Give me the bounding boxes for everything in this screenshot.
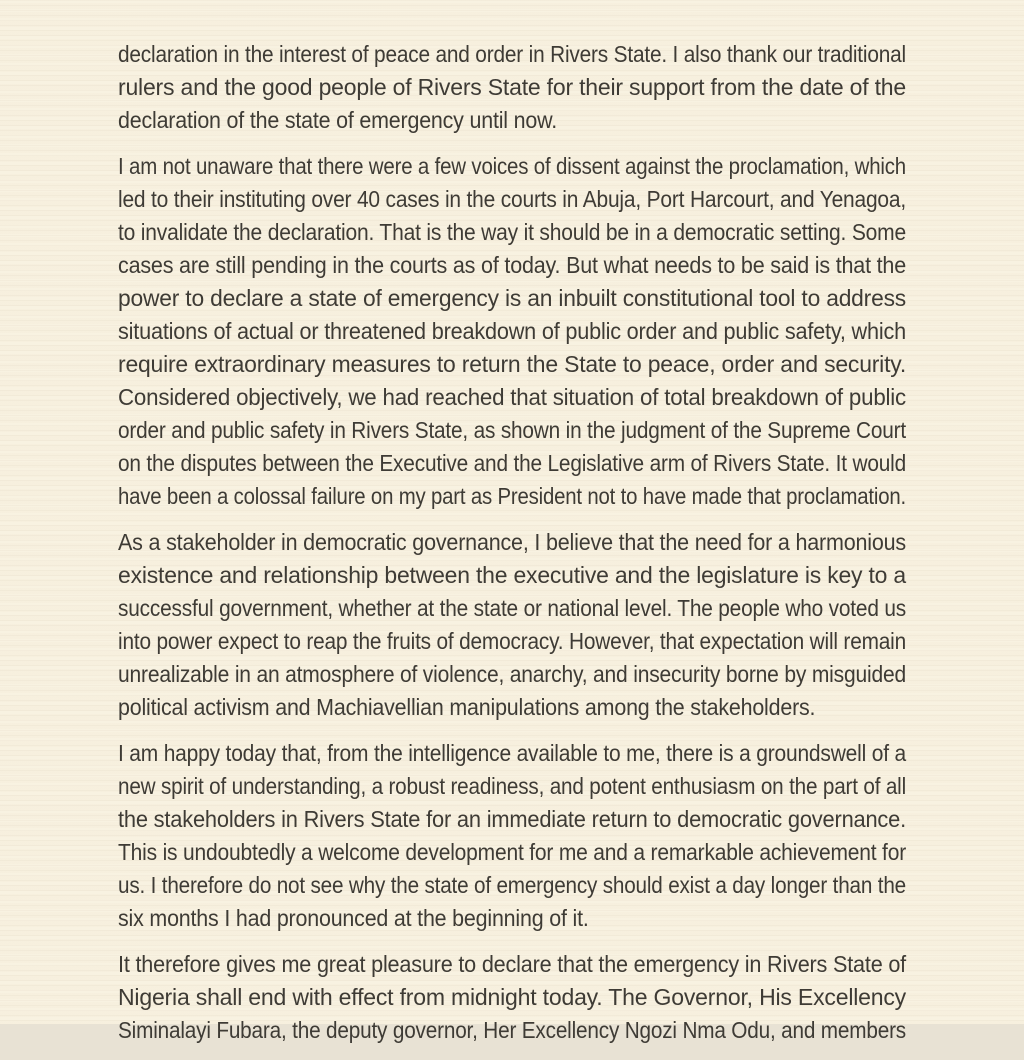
text-line-content: It therefore gives me great pleasure to declare that the emergency in Rivers State of (118, 951, 906, 977)
text-line (118, 315, 906, 348)
text-line (118, 803, 906, 836)
text-line (118, 770, 906, 803)
text-line (118, 183, 906, 216)
text-line (118, 38, 906, 71)
text-line-content: order and public safety in Rivers State, as shown in the judgment of the Supreme Court (118, 417, 906, 443)
text-line-content: existence and relationship between the executive and the legislature is key to a (118, 562, 906, 588)
paragraph-2 (118, 150, 906, 513)
text-line-content: situations of actual or threatened breakdown of public order and public safety, which (118, 318, 906, 344)
text-line-content: Nigeria shall end with effect from midnight today. The Governor, His Excellency (118, 984, 906, 1010)
text-line (118, 658, 906, 691)
text-line-content: unrealizable in an atmosphere of violence, anarchy, and insecurity borne by misguided (118, 661, 906, 687)
text-line-content: led to their instituting over 40 cases in the courts in Abuja, Port Harcourt, and Yenagoa, (118, 186, 906, 212)
text-line (118, 625, 906, 658)
paragraph-4 (118, 737, 906, 935)
text-line (118, 480, 906, 513)
text-line-content: cases are still pending in the courts as of today. But what needs to be said is that the (118, 252, 906, 278)
text-line (118, 381, 906, 414)
text-line (118, 447, 906, 480)
text-line-content: declaration of the state of emergency until now. (118, 107, 557, 133)
text-line-content: have been a colossal failure on my part as President not to have made that proclamation. (118, 483, 906, 509)
text-line-content: new spirit of understanding, a robust readiness, and potent enthusiasm on the part of all (118, 773, 906, 799)
paragraph-5 (118, 948, 906, 1047)
text-line-content: us. I therefore do not see why the state of emergency should exist a day longer than the (118, 872, 906, 898)
text-line (118, 869, 906, 902)
text-line-content: declaration in the interest of peace and order in Rivers State. I also thank our traditional (118, 41, 906, 67)
text-line-content: This is undoubtedly a welcome development for me and a remarkable achievement for (118, 839, 906, 865)
text-line (118, 348, 906, 381)
text-line-content: on the disputes between the Executive and the Legislative arm of Rivers State. It would (118, 450, 906, 476)
text-line-content: require extraordinary measures to return the State to peace, order and security. (118, 351, 906, 377)
text-line-content: As a stakeholder in democratic governance, I believe that the need for a harmonious (118, 529, 906, 555)
text-line (118, 104, 906, 137)
text-line-content: rulers and the good people of Rivers State for their support from the date of the (118, 74, 906, 100)
text-line (118, 592, 906, 625)
text-line (118, 71, 906, 104)
text-line (118, 414, 906, 447)
text-line (118, 948, 906, 981)
text-line-content: power to declare a state of emergency is an inbuilt constitutional tool to address (118, 285, 906, 311)
text-line-content: into power expect to reap the fruits of democracy. However, that expectation will remain (118, 628, 906, 654)
text-line (118, 691, 906, 724)
text-line-content: the stakeholders in Rivers State for an immediate return to democratic governance. (118, 806, 906, 832)
text-line-content: six months I had pronounced at the beginning of it. (118, 905, 589, 931)
text-line-content: to invalidate the declaration. That is the way it should be in a democratic setting. Some (118, 219, 906, 245)
text-line (118, 526, 906, 559)
text-line (118, 216, 906, 249)
text-line-content: political activism and Machiavellian manipulations among the stakeholders. (118, 694, 816, 720)
paragraph-1 (118, 38, 906, 137)
text-line-content: Considered objectively, we had reached that situation of total breakdown of public (118, 384, 906, 410)
text-line (118, 249, 906, 282)
text-line-content: successful government, whether at the state or national level. The people who voted us (118, 595, 906, 621)
document-body (118, 38, 906, 1060)
paragraph-3 (118, 526, 906, 724)
text-line (118, 737, 906, 770)
text-line (118, 150, 906, 183)
text-line-content: I am happy today that, from the intelligence available to me, there is a groundswell of a (118, 740, 906, 766)
text-line (118, 559, 906, 592)
text-line (118, 902, 906, 935)
text-line (118, 836, 906, 869)
text-line (118, 282, 906, 315)
text-line-content: Siminalayi Fubara, the deputy governor, Her Excellency Ngozi Nma Odu, and members (118, 1017, 906, 1043)
text-line (118, 981, 906, 1014)
text-line (118, 1014, 906, 1047)
text-line-content: I am not unaware that there were a few voices of dissent against the proclamation, which (118, 153, 906, 179)
